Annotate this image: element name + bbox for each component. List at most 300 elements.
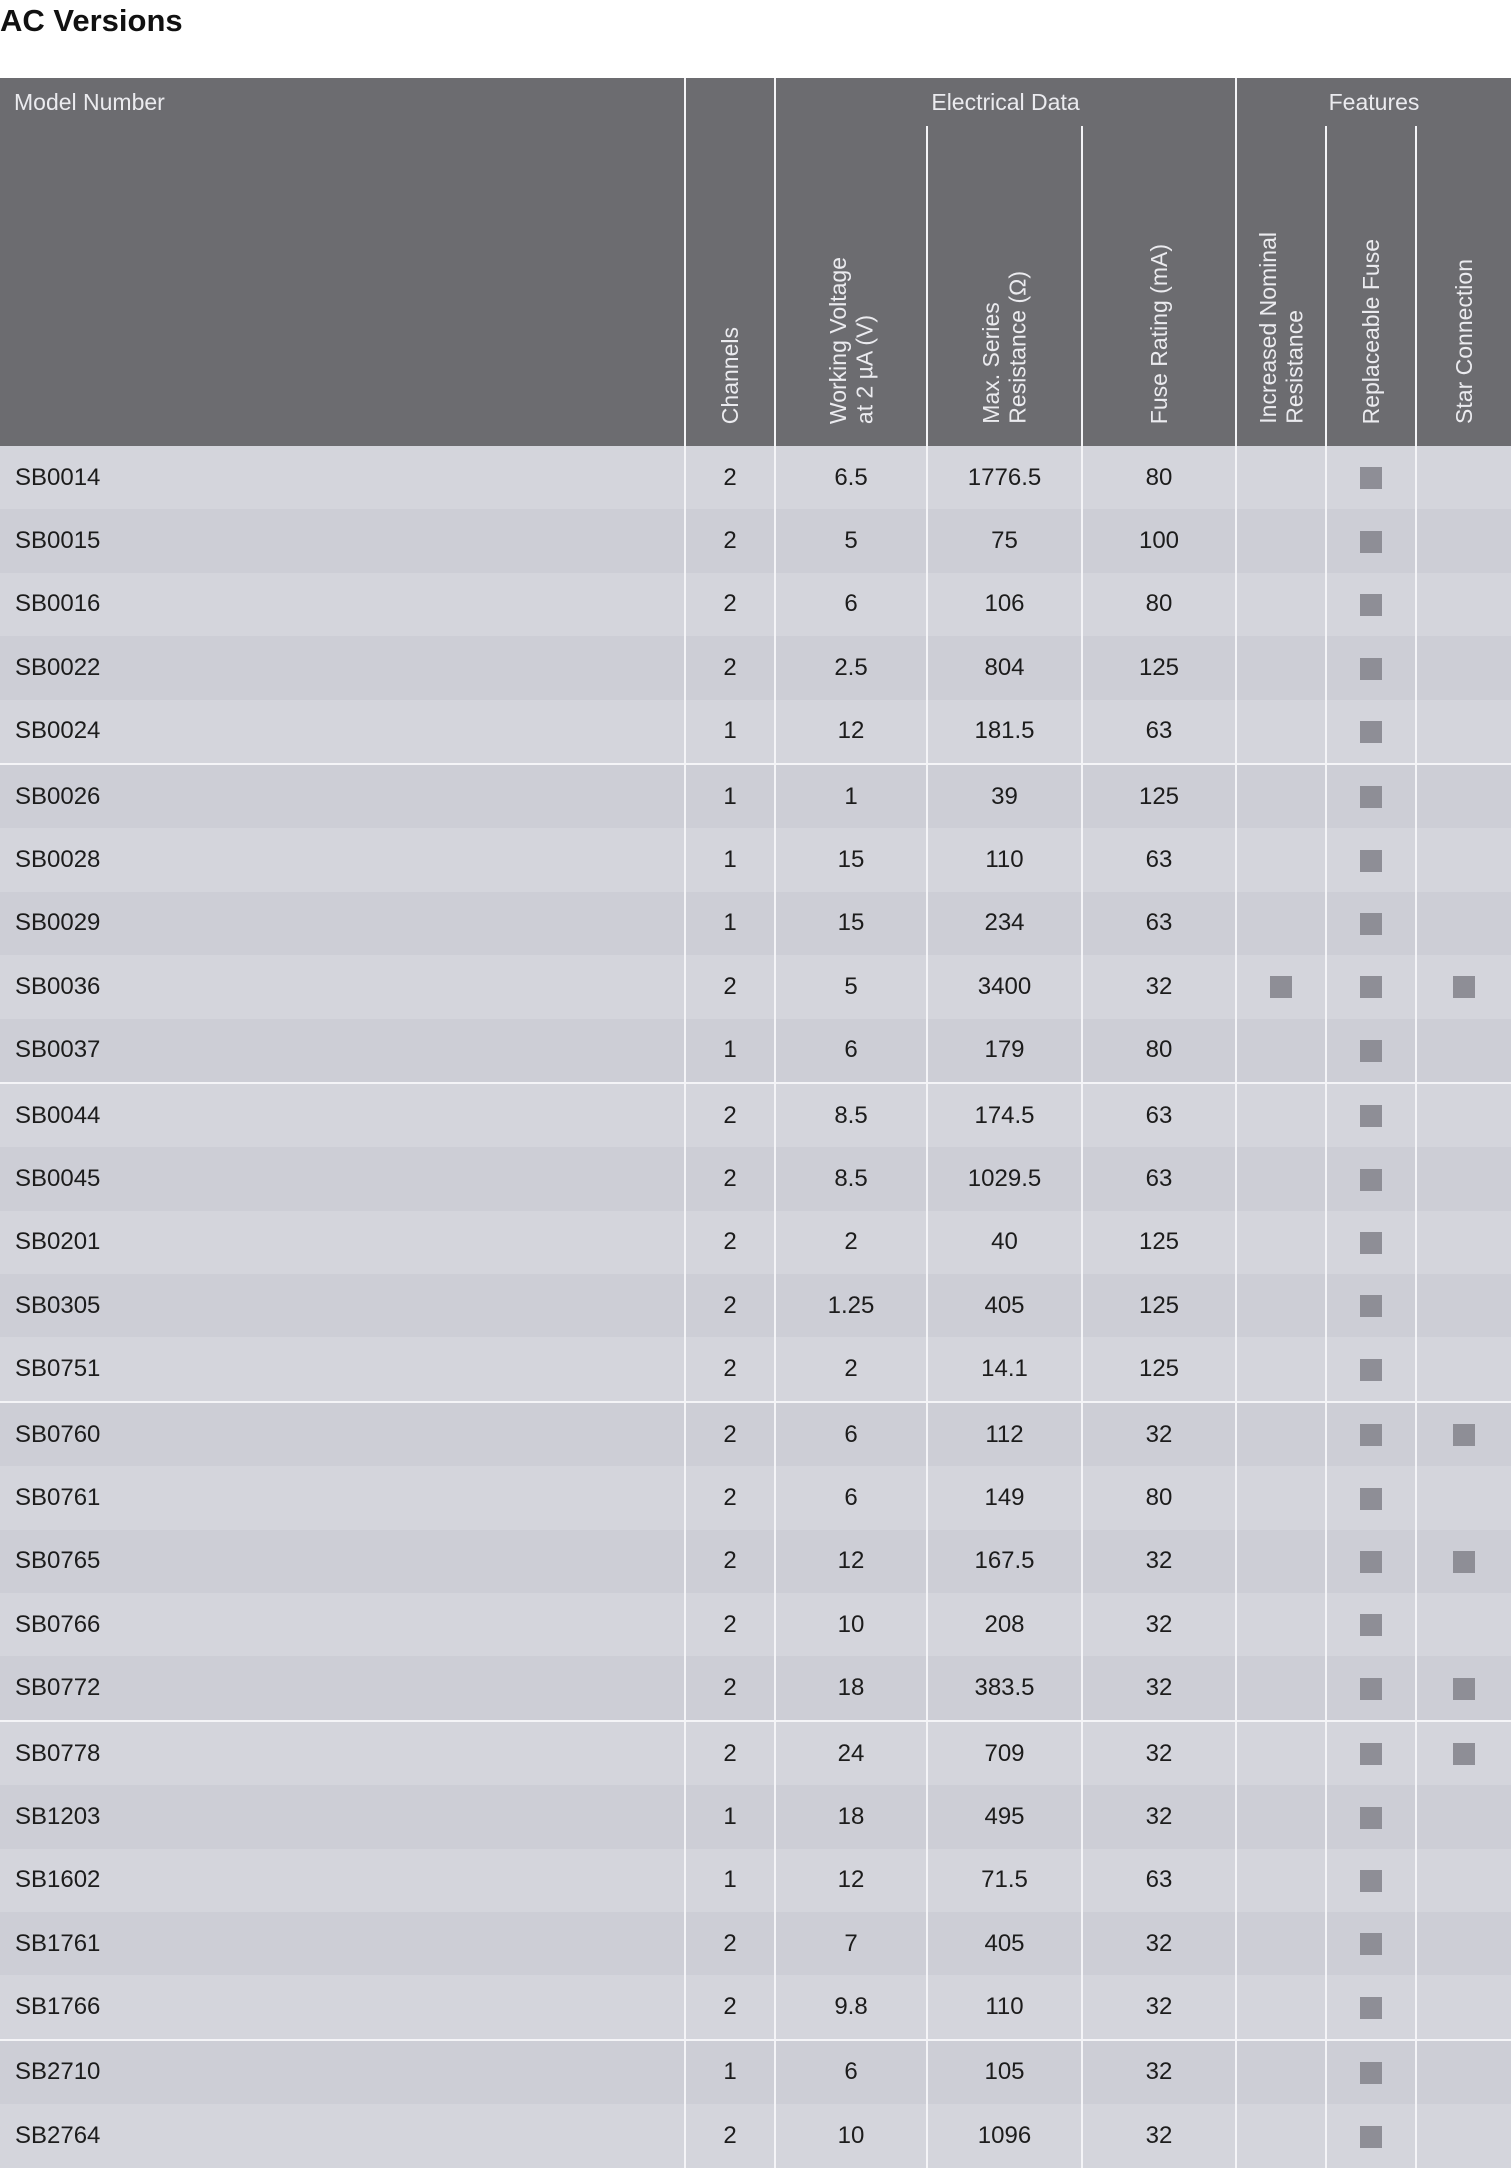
cell-model: SB0778 bbox=[0, 1721, 685, 1785]
cell-voltage: 2 bbox=[775, 1337, 927, 1401]
cell-channels: 1 bbox=[685, 764, 775, 828]
cell-channels: 1 bbox=[685, 700, 775, 764]
feature-mark-icon bbox=[1360, 1933, 1382, 1955]
feature-mark-icon bbox=[1453, 1424, 1475, 1446]
cell-replaceable bbox=[1326, 1785, 1416, 1848]
feature-mark-icon bbox=[1360, 1807, 1382, 1829]
cell-model: SB0766 bbox=[0, 1593, 685, 1656]
cell-fuse: 100 bbox=[1082, 509, 1236, 572]
cell-resistance: 208 bbox=[927, 1593, 1082, 1656]
cell-fuse: 80 bbox=[1082, 1466, 1236, 1529]
cell-replaceable bbox=[1326, 2040, 1416, 2104]
cell-resistance: 234 bbox=[927, 892, 1082, 955]
cell-star bbox=[1416, 955, 1511, 1018]
cell-increased bbox=[1236, 1656, 1326, 1720]
cell-model: SB0015 bbox=[0, 509, 685, 572]
cell-voltage: 9.8 bbox=[775, 1975, 927, 2039]
cell-channels: 2 bbox=[685, 636, 775, 699]
cell-increased bbox=[1236, 1019, 1326, 1083]
cell-voltage: 7 bbox=[775, 1912, 927, 1975]
cell-model: SB0037 bbox=[0, 1019, 685, 1083]
cell-channels: 2 bbox=[685, 1083, 775, 1147]
cell-fuse: 32 bbox=[1082, 1656, 1236, 1720]
cell-channels: 2 bbox=[685, 1656, 775, 1720]
cell-resistance: 181.5 bbox=[927, 700, 1082, 764]
feature-mark-icon bbox=[1360, 1105, 1382, 1127]
cell-channels: 2 bbox=[685, 1337, 775, 1401]
cell-fuse: 32 bbox=[1082, 2104, 1236, 2167]
cell-resistance: 71.5 bbox=[927, 1849, 1082, 1912]
cell-replaceable bbox=[1326, 636, 1416, 699]
cell-resistance: 405 bbox=[927, 1274, 1082, 1337]
cell-fuse: 32 bbox=[1082, 1785, 1236, 1848]
table-row bbox=[0, 2040, 1511, 2104]
header-star-connection-label: Star Connection bbox=[1450, 259, 1477, 424]
cell-fuse: 125 bbox=[1082, 764, 1236, 828]
cell-channels: 1 bbox=[685, 892, 775, 955]
cell-model: SB2764 bbox=[0, 2104, 685, 2167]
cell-increased bbox=[1236, 1593, 1326, 1656]
cell-voltage: 15 bbox=[775, 892, 927, 955]
feature-mark-icon bbox=[1453, 1678, 1475, 1700]
cell-increased bbox=[1236, 1721, 1326, 1785]
cell-voltage: 5 bbox=[775, 509, 927, 572]
cell-increased bbox=[1236, 1530, 1326, 1593]
cell-replaceable bbox=[1326, 1019, 1416, 1083]
cell-voltage: 6 bbox=[775, 573, 927, 636]
cell-model: SB1203 bbox=[0, 1785, 685, 1848]
cell-fuse: 63 bbox=[1082, 700, 1236, 764]
feature-mark-icon bbox=[1270, 976, 1292, 998]
cell-resistance: 112 bbox=[927, 1402, 1082, 1466]
cell-resistance: 110 bbox=[927, 1975, 1082, 2039]
cell-fuse: 32 bbox=[1082, 2040, 1236, 2104]
feature-mark-icon bbox=[1360, 786, 1382, 808]
cell-model: SB0760 bbox=[0, 1402, 685, 1466]
cell-star bbox=[1416, 1975, 1511, 2039]
cell-resistance: 149 bbox=[927, 1466, 1082, 1529]
cell-increased bbox=[1236, 1211, 1326, 1274]
header-replaceable-fuse bbox=[1326, 126, 1416, 446]
table-row bbox=[0, 1785, 1511, 1848]
header-column-row bbox=[0, 126, 1511, 446]
header-electrical-data: Electrical Data bbox=[775, 78, 1236, 126]
cell-voltage: 6.5 bbox=[775, 446, 927, 509]
cell-voltage: 8.5 bbox=[775, 1083, 927, 1147]
cell-star bbox=[1416, 2040, 1511, 2104]
cell-star bbox=[1416, 446, 1511, 509]
cell-model: SB0022 bbox=[0, 636, 685, 699]
header-group-row bbox=[0, 78, 1511, 126]
cell-replaceable bbox=[1326, 573, 1416, 636]
cell-model: SB0024 bbox=[0, 700, 685, 764]
feature-mark-icon bbox=[1360, 1743, 1382, 1765]
header-max-series-resistance bbox=[927, 126, 1082, 446]
header-increased-nominal bbox=[1236, 126, 1326, 446]
cell-star bbox=[1416, 573, 1511, 636]
cell-resistance: 40 bbox=[927, 1211, 1082, 1274]
cell-channels: 2 bbox=[685, 446, 775, 509]
cell-star bbox=[1416, 1083, 1511, 1147]
cell-model: SB0045 bbox=[0, 1147, 685, 1210]
cell-star bbox=[1416, 1785, 1511, 1848]
cell-voltage: 1.25 bbox=[775, 1274, 927, 1337]
table-row bbox=[0, 1975, 1511, 2039]
feature-mark-icon bbox=[1360, 658, 1382, 680]
cell-increased bbox=[1236, 573, 1326, 636]
feature-mark-icon bbox=[1360, 1232, 1382, 1254]
cell-increased bbox=[1236, 1337, 1326, 1401]
cell-resistance: 179 bbox=[927, 1019, 1082, 1083]
feature-mark-icon bbox=[1453, 1743, 1475, 1765]
cell-channels: 2 bbox=[685, 1975, 775, 2039]
table-row bbox=[0, 1656, 1511, 1720]
cell-channels: 2 bbox=[685, 1530, 775, 1593]
cell-voltage: 12 bbox=[775, 1530, 927, 1593]
cell-model: SB0751 bbox=[0, 1337, 685, 1401]
feature-mark-icon bbox=[1360, 1870, 1382, 1892]
cell-replaceable bbox=[1326, 1656, 1416, 1720]
header-replaceable-fuse-label: Replaceable Fuse bbox=[1357, 238, 1384, 424]
cell-fuse: 32 bbox=[1082, 1912, 1236, 1975]
cell-model: SB0765 bbox=[0, 1530, 685, 1593]
cell-resistance: 405 bbox=[927, 1912, 1082, 1975]
header-channels bbox=[685, 126, 775, 446]
table-body bbox=[0, 446, 1511, 2168]
table-row bbox=[0, 1849, 1511, 1912]
cell-fuse: 125 bbox=[1082, 636, 1236, 699]
feature-mark-icon bbox=[1360, 1040, 1382, 1062]
feature-mark-icon bbox=[1360, 1678, 1382, 1700]
cell-star bbox=[1416, 1530, 1511, 1593]
cell-fuse: 32 bbox=[1082, 1402, 1236, 1466]
table-row bbox=[0, 955, 1511, 1018]
cell-model: SB0014 bbox=[0, 446, 685, 509]
cell-replaceable bbox=[1326, 1530, 1416, 1593]
cell-channels: 2 bbox=[685, 573, 775, 636]
cell-increased bbox=[1236, 2104, 1326, 2167]
cell-replaceable bbox=[1326, 1337, 1416, 1401]
table-row bbox=[0, 700, 1511, 764]
header-fuse-rating-label: Fuse Rating (mA) bbox=[1145, 243, 1172, 424]
header-max-series-resistance-label: Max. Series Resistance (Ω) bbox=[978, 271, 1031, 424]
cell-replaceable bbox=[1326, 1083, 1416, 1147]
cell-model: SB0761 bbox=[0, 1466, 685, 1529]
cell-channels: 1 bbox=[685, 1849, 775, 1912]
cell-resistance: 110 bbox=[927, 828, 1082, 891]
cell-fuse: 63 bbox=[1082, 892, 1236, 955]
cell-voltage: 18 bbox=[775, 1785, 927, 1848]
cell-increased bbox=[1236, 764, 1326, 828]
cell-channels: 2 bbox=[685, 1593, 775, 1656]
cell-fuse: 125 bbox=[1082, 1274, 1236, 1337]
cell-fuse: 80 bbox=[1082, 1019, 1236, 1083]
cell-replaceable bbox=[1326, 1466, 1416, 1529]
cell-channels: 2 bbox=[685, 1274, 775, 1337]
cell-model: SB0201 bbox=[0, 1211, 685, 1274]
feature-mark-icon bbox=[1360, 721, 1382, 743]
cell-star bbox=[1416, 1466, 1511, 1529]
cell-increased bbox=[1236, 636, 1326, 699]
table-row bbox=[0, 1593, 1511, 1656]
cell-model: SB0016 bbox=[0, 573, 685, 636]
cell-increased bbox=[1236, 1083, 1326, 1147]
table-row bbox=[0, 573, 1511, 636]
cell-star bbox=[1416, 636, 1511, 699]
feature-mark-icon bbox=[1360, 1359, 1382, 1381]
table-row bbox=[0, 1912, 1511, 1975]
feature-mark-icon bbox=[1360, 976, 1382, 998]
table-row bbox=[0, 1721, 1511, 1785]
cell-star bbox=[1416, 1656, 1511, 1720]
cell-fuse: 125 bbox=[1082, 1211, 1236, 1274]
cell-resistance: 105 bbox=[927, 2040, 1082, 2104]
cell-star bbox=[1416, 1019, 1511, 1083]
header-increased-nominal-label: Increased Nominal Resistance bbox=[1254, 232, 1307, 424]
cell-voltage: 12 bbox=[775, 700, 927, 764]
cell-fuse: 32 bbox=[1082, 1975, 1236, 2039]
table-row bbox=[0, 636, 1511, 699]
feature-mark-icon bbox=[1360, 913, 1382, 935]
header-spacer bbox=[685, 78, 775, 126]
cell-fuse: 32 bbox=[1082, 1721, 1236, 1785]
cell-voltage: 5 bbox=[775, 955, 927, 1018]
cell-replaceable bbox=[1326, 1849, 1416, 1912]
cell-fuse: 80 bbox=[1082, 446, 1236, 509]
cell-voltage: 6 bbox=[775, 1402, 927, 1466]
cell-channels: 2 bbox=[685, 1211, 775, 1274]
cell-resistance: 804 bbox=[927, 636, 1082, 699]
cell-voltage: 24 bbox=[775, 1721, 927, 1785]
cell-star bbox=[1416, 1593, 1511, 1656]
feature-mark-icon bbox=[1360, 1424, 1382, 1446]
cell-channels: 2 bbox=[685, 1912, 775, 1975]
cell-channels: 1 bbox=[685, 2040, 775, 2104]
table-row bbox=[0, 892, 1511, 955]
cell-increased bbox=[1236, 700, 1326, 764]
cell-model: SB0026 bbox=[0, 764, 685, 828]
cell-resistance: 106 bbox=[927, 573, 1082, 636]
cell-resistance: 174.5 bbox=[927, 1083, 1082, 1147]
cell-replaceable bbox=[1326, 2104, 1416, 2167]
cell-star bbox=[1416, 1147, 1511, 1210]
cell-star bbox=[1416, 892, 1511, 955]
cell-channels: 2 bbox=[685, 1147, 775, 1210]
table-row bbox=[0, 764, 1511, 828]
cell-increased bbox=[1236, 1975, 1326, 2039]
cell-star bbox=[1416, 2104, 1511, 2167]
header-model-number: Model Number bbox=[0, 78, 685, 126]
cell-replaceable bbox=[1326, 509, 1416, 572]
cell-increased bbox=[1236, 1466, 1326, 1529]
cell-model: SB2710 bbox=[0, 2040, 685, 2104]
table-row bbox=[0, 1019, 1511, 1083]
table-row bbox=[0, 2104, 1511, 2167]
table-row bbox=[0, 1147, 1511, 1210]
cell-replaceable bbox=[1326, 1912, 1416, 1975]
cell-replaceable bbox=[1326, 1593, 1416, 1656]
cell-star bbox=[1416, 828, 1511, 891]
cell-star bbox=[1416, 1337, 1511, 1401]
cell-voltage: 6 bbox=[775, 1466, 927, 1529]
header-working-voltage-label: Working Voltage at 2 µA (V) bbox=[824, 256, 877, 424]
cell-fuse: 125 bbox=[1082, 1337, 1236, 1401]
feature-mark-icon bbox=[1453, 976, 1475, 998]
cell-star bbox=[1416, 1721, 1511, 1785]
cell-increased bbox=[1236, 446, 1326, 509]
cell-fuse: 80 bbox=[1082, 573, 1236, 636]
cell-star bbox=[1416, 764, 1511, 828]
cell-resistance: 39 bbox=[927, 764, 1082, 828]
table-row bbox=[0, 1402, 1511, 1466]
cell-fuse: 32 bbox=[1082, 1530, 1236, 1593]
cell-replaceable bbox=[1326, 828, 1416, 891]
cell-resistance: 383.5 bbox=[927, 1656, 1082, 1720]
cell-resistance: 1096 bbox=[927, 2104, 1082, 2167]
cell-model: SB1602 bbox=[0, 1849, 685, 1912]
cell-model: SB0772 bbox=[0, 1656, 685, 1720]
cell-increased bbox=[1236, 955, 1326, 1018]
table-row bbox=[0, 1466, 1511, 1529]
cell-fuse: 63 bbox=[1082, 1147, 1236, 1210]
cell-model: SB1761 bbox=[0, 1912, 685, 1975]
cell-replaceable bbox=[1326, 1147, 1416, 1210]
table-row bbox=[0, 1083, 1511, 1147]
cell-increased bbox=[1236, 1274, 1326, 1337]
table-row bbox=[0, 1337, 1511, 1401]
cell-voltage: 15 bbox=[775, 828, 927, 891]
cell-model: SB0036 bbox=[0, 955, 685, 1018]
cell-channels: 1 bbox=[685, 1785, 775, 1848]
cell-replaceable bbox=[1326, 1211, 1416, 1274]
cell-increased bbox=[1236, 1849, 1326, 1912]
table-row bbox=[0, 1274, 1511, 1337]
cell-voltage: 10 bbox=[775, 1593, 927, 1656]
page-title: AC Versions bbox=[0, 3, 183, 38]
feature-mark-icon bbox=[1360, 467, 1382, 489]
cell-replaceable bbox=[1326, 1274, 1416, 1337]
header-model-spacer bbox=[0, 126, 685, 446]
feature-mark-icon bbox=[1360, 2062, 1382, 2084]
header-channels-label: Channels bbox=[716, 326, 743, 424]
cell-resistance: 1029.5 bbox=[927, 1147, 1082, 1210]
feature-mark-icon bbox=[1360, 594, 1382, 616]
cell-model: SB0044 bbox=[0, 1083, 685, 1147]
cell-resistance: 3400 bbox=[927, 955, 1082, 1018]
cell-fuse: 63 bbox=[1082, 828, 1236, 891]
cell-resistance: 14.1 bbox=[927, 1337, 1082, 1401]
cell-channels: 1 bbox=[685, 1019, 775, 1083]
cell-increased bbox=[1236, 2040, 1326, 2104]
cell-channels: 2 bbox=[685, 1721, 775, 1785]
cell-increased bbox=[1236, 1912, 1326, 1975]
cell-increased bbox=[1236, 828, 1326, 891]
cell-increased bbox=[1236, 509, 1326, 572]
feature-mark-icon bbox=[1360, 1614, 1382, 1636]
cell-channels: 2 bbox=[685, 509, 775, 572]
cell-channels: 2 bbox=[685, 955, 775, 1018]
feature-mark-icon bbox=[1360, 1997, 1382, 2019]
cell-voltage: 2 bbox=[775, 1211, 927, 1274]
cell-voltage: 10 bbox=[775, 2104, 927, 2167]
cell-resistance: 709 bbox=[927, 1721, 1082, 1785]
cell-resistance: 167.5 bbox=[927, 1530, 1082, 1593]
cell-channels: 1 bbox=[685, 828, 775, 891]
table-row bbox=[0, 509, 1511, 572]
cell-replaceable bbox=[1326, 955, 1416, 1018]
table-row bbox=[0, 1211, 1511, 1274]
cell-resistance: 495 bbox=[927, 1785, 1082, 1848]
cell-replaceable bbox=[1326, 764, 1416, 828]
cell-increased bbox=[1236, 1147, 1326, 1210]
table-row bbox=[0, 446, 1511, 509]
cell-star bbox=[1416, 1402, 1511, 1466]
cell-increased bbox=[1236, 1402, 1326, 1466]
cell-replaceable bbox=[1326, 446, 1416, 509]
cell-voltage: 6 bbox=[775, 2040, 927, 2104]
cell-voltage: 2.5 bbox=[775, 636, 927, 699]
cell-voltage: 18 bbox=[775, 1656, 927, 1720]
cell-star bbox=[1416, 700, 1511, 764]
cell-star bbox=[1416, 1912, 1511, 1975]
cell-star bbox=[1416, 1849, 1511, 1912]
feature-mark-icon bbox=[1360, 531, 1382, 553]
cell-voltage: 12 bbox=[775, 1849, 927, 1912]
cell-fuse: 63 bbox=[1082, 1083, 1236, 1147]
cell-star bbox=[1416, 1211, 1511, 1274]
cell-channels: 2 bbox=[685, 1402, 775, 1466]
cell-replaceable bbox=[1326, 892, 1416, 955]
feature-mark-icon bbox=[1360, 1169, 1382, 1191]
spec-table bbox=[0, 78, 1511, 2168]
cell-star bbox=[1416, 1274, 1511, 1337]
header-star-connection bbox=[1416, 126, 1511, 446]
feature-mark-icon bbox=[1453, 1551, 1475, 1573]
cell-replaceable bbox=[1326, 1402, 1416, 1466]
cell-resistance: 75 bbox=[927, 509, 1082, 572]
feature-mark-icon bbox=[1360, 1488, 1382, 1510]
header-fuse-rating bbox=[1082, 126, 1236, 446]
feature-mark-icon bbox=[1360, 1551, 1382, 1573]
header-features: Features bbox=[1236, 78, 1511, 126]
header-working-voltage bbox=[775, 126, 927, 446]
cell-fuse: 32 bbox=[1082, 955, 1236, 1018]
feature-mark-icon bbox=[1360, 1295, 1382, 1317]
cell-channels: 2 bbox=[685, 1466, 775, 1529]
cell-voltage: 1 bbox=[775, 764, 927, 828]
table-header bbox=[0, 78, 1511, 446]
cell-replaceable bbox=[1326, 700, 1416, 764]
table-row bbox=[0, 1530, 1511, 1593]
cell-model: SB0305 bbox=[0, 1274, 685, 1337]
feature-mark-icon bbox=[1360, 850, 1382, 872]
cell-model: SB1766 bbox=[0, 1975, 685, 2039]
cell-resistance: 1776.5 bbox=[927, 446, 1082, 509]
table-row bbox=[0, 828, 1511, 891]
cell-model: SB0028 bbox=[0, 828, 685, 891]
cell-star bbox=[1416, 509, 1511, 572]
cell-increased bbox=[1236, 1785, 1326, 1848]
feature-mark-icon bbox=[1360, 2126, 1382, 2148]
cell-channels: 2 bbox=[685, 2104, 775, 2167]
cell-voltage: 8.5 bbox=[775, 1147, 927, 1210]
cell-replaceable bbox=[1326, 1721, 1416, 1785]
cell-voltage: 6 bbox=[775, 1019, 927, 1083]
cell-model: SB0029 bbox=[0, 892, 685, 955]
cell-fuse: 63 bbox=[1082, 1849, 1236, 1912]
cell-fuse: 32 bbox=[1082, 1593, 1236, 1656]
cell-replaceable bbox=[1326, 1975, 1416, 2039]
